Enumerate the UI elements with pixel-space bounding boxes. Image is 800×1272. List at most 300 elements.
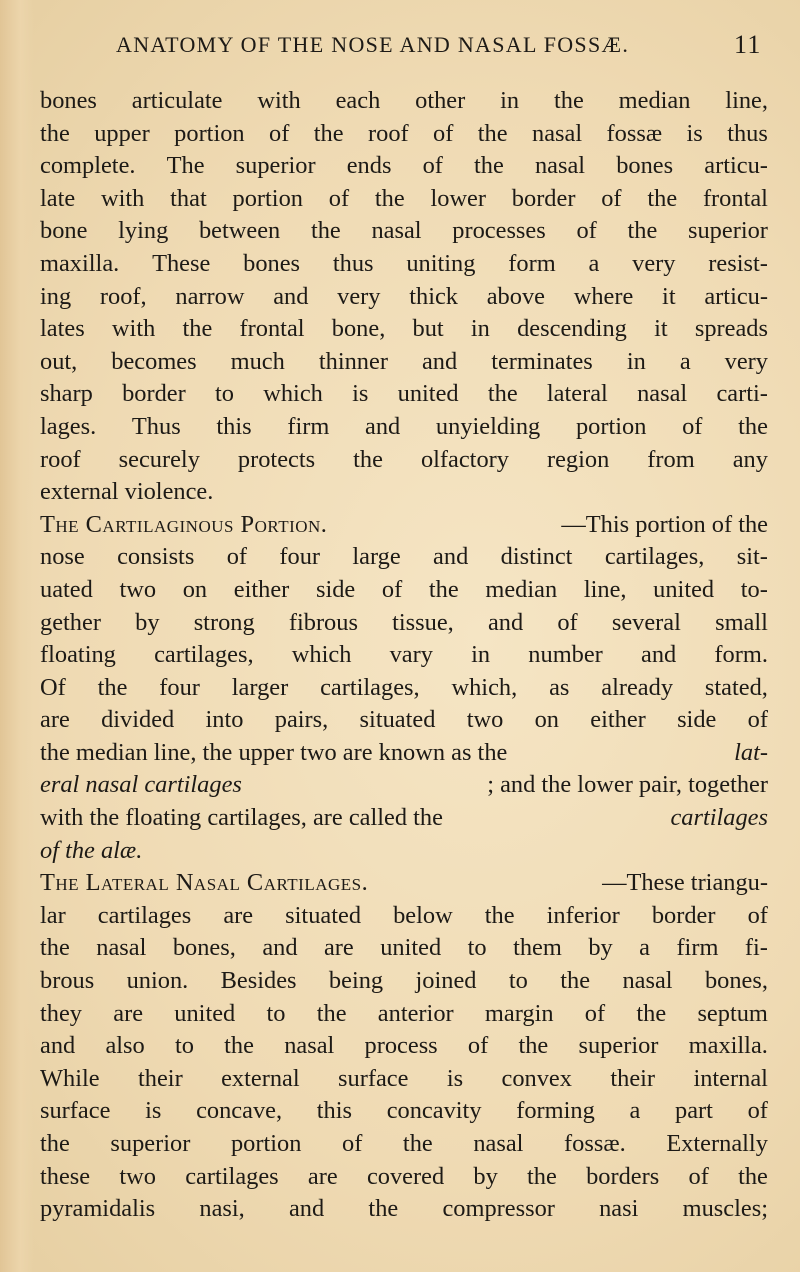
word: very xyxy=(632,249,676,277)
word: of xyxy=(747,1097,768,1125)
text-line xyxy=(40,411,768,444)
word: borders xyxy=(586,1162,660,1190)
section-heading-line xyxy=(40,509,768,542)
word: the xyxy=(97,673,128,701)
word: and xyxy=(288,1195,325,1223)
word: surface xyxy=(338,1064,409,1092)
line-text xyxy=(40,248,768,281)
word: situated xyxy=(359,706,436,734)
word: maxilla. xyxy=(688,1032,768,1060)
word: pyramidalis xyxy=(40,1195,156,1223)
word: with xyxy=(101,184,145,212)
word: nasal xyxy=(534,152,586,180)
word: of xyxy=(557,608,578,636)
word: nasal xyxy=(637,380,688,408)
word: between xyxy=(198,217,281,245)
word: lying xyxy=(118,217,169,245)
italic-term: eral nasal cartilages xyxy=(40,771,242,799)
text-line xyxy=(40,444,768,477)
word: cartilages xyxy=(97,901,192,929)
text-line xyxy=(40,1063,768,1096)
word: bones, xyxy=(704,967,768,995)
word: of xyxy=(747,901,768,929)
word: united xyxy=(397,380,459,408)
word: processes xyxy=(452,217,546,245)
word: the xyxy=(636,999,667,1027)
word: the xyxy=(428,575,459,603)
word: descending xyxy=(517,315,627,343)
word: sharp xyxy=(40,380,93,408)
word: the xyxy=(40,1130,70,1157)
word: a xyxy=(679,347,691,375)
word: articu- xyxy=(704,282,768,310)
line-text xyxy=(40,313,768,346)
page-gutter-shadow xyxy=(0,0,34,1272)
word: very xyxy=(724,347,768,375)
word: gether xyxy=(40,608,101,636)
text-line xyxy=(40,281,768,314)
word: securely xyxy=(118,445,200,473)
line-text: external violence. xyxy=(40,478,214,506)
line-text xyxy=(40,1128,768,1161)
word: late xyxy=(40,184,76,212)
word: from xyxy=(647,445,695,473)
word: side xyxy=(315,575,356,603)
word: and xyxy=(641,641,677,669)
text-line xyxy=(40,574,768,607)
line-text xyxy=(40,150,768,183)
word: larger xyxy=(231,673,289,701)
word: floating xyxy=(40,641,116,669)
word: bone, xyxy=(331,315,386,343)
italic-term: lat- xyxy=(734,738,768,766)
word: external xyxy=(221,1064,300,1092)
word: fi- xyxy=(744,934,768,962)
word: and xyxy=(421,347,458,375)
word: nasal xyxy=(96,934,147,962)
text-line xyxy=(40,769,768,802)
word: a xyxy=(639,934,650,962)
word: region xyxy=(546,445,610,473)
word: of xyxy=(747,706,768,734)
line-text: ; and the lower pair, together xyxy=(487,771,768,799)
text-line xyxy=(40,541,768,574)
word: line, xyxy=(725,87,768,114)
word: maxilla. xyxy=(40,249,120,277)
word: but xyxy=(412,315,444,343)
text-line xyxy=(40,313,768,346)
word: fossæ xyxy=(606,119,663,147)
word: the xyxy=(40,119,70,147)
word: this xyxy=(216,412,252,440)
word: unyielding xyxy=(435,412,541,440)
word: two xyxy=(119,1162,156,1190)
word: and xyxy=(487,608,524,636)
word: nose xyxy=(40,543,85,571)
word: nasal xyxy=(532,119,583,147)
word: the xyxy=(560,967,591,995)
word: olfactory xyxy=(420,445,509,473)
word: nasal xyxy=(284,1032,335,1060)
word: of xyxy=(381,575,403,603)
word: they xyxy=(40,999,82,1027)
word: these xyxy=(40,1162,91,1190)
word: distinct xyxy=(500,543,573,571)
line-text xyxy=(40,1063,768,1096)
word: the xyxy=(374,184,405,212)
word: are xyxy=(113,999,144,1027)
word: articu- xyxy=(704,152,768,180)
word: line, xyxy=(583,575,627,603)
word: complete. xyxy=(40,152,136,180)
word: border xyxy=(511,184,576,212)
word: and xyxy=(365,412,401,440)
italic-term: of the alæ. xyxy=(40,836,143,864)
word: While xyxy=(40,1064,100,1092)
word: bones xyxy=(40,87,97,114)
word: Of xyxy=(40,673,66,701)
word: portion xyxy=(575,412,647,440)
word: and xyxy=(433,543,469,571)
word: tissue, xyxy=(392,608,454,636)
word: by xyxy=(135,608,160,636)
word: cartilages, xyxy=(604,543,705,571)
word: to xyxy=(266,999,286,1027)
text-line xyxy=(40,1193,768,1226)
line-text xyxy=(40,118,768,151)
word: bones xyxy=(243,249,301,277)
word: united xyxy=(174,999,236,1027)
word: lower xyxy=(430,184,487,212)
word: divided xyxy=(101,706,175,734)
word: of xyxy=(226,543,248,571)
word: the xyxy=(313,119,344,147)
word: nasal xyxy=(473,1130,524,1157)
text-line xyxy=(40,737,768,770)
word: roof xyxy=(368,119,409,147)
word: in xyxy=(471,641,491,669)
word: of xyxy=(688,1162,709,1190)
word: These xyxy=(152,249,211,277)
word: bone xyxy=(40,217,88,245)
word: roof xyxy=(40,445,81,473)
word: is xyxy=(145,1097,162,1125)
line-text xyxy=(40,1161,768,1194)
word: to xyxy=(215,380,234,408)
word: a xyxy=(629,1097,641,1125)
word: the xyxy=(738,1162,768,1190)
word: either xyxy=(233,575,290,603)
word: septum xyxy=(697,999,768,1027)
word: united xyxy=(653,575,715,603)
word: as xyxy=(549,673,570,701)
running-head: ANATOMY OF THE NOSE AND NASAL FOSSÆ. xyxy=(116,32,630,57)
word: border xyxy=(651,901,716,929)
line-text xyxy=(40,215,768,248)
word: cartilages, xyxy=(320,673,420,701)
word: thinner xyxy=(318,347,388,375)
word: of xyxy=(584,999,606,1027)
word: roof, xyxy=(99,282,147,310)
text-line xyxy=(40,118,768,151)
text-line xyxy=(40,704,768,737)
text-line xyxy=(40,998,768,1031)
word: anterior xyxy=(377,999,454,1027)
section-heading-line xyxy=(40,867,768,900)
word: terminates xyxy=(491,347,593,375)
word: lateral xyxy=(546,380,608,408)
word: portion xyxy=(230,1130,302,1157)
word: the xyxy=(40,934,70,962)
word: four xyxy=(279,543,321,571)
line-text xyxy=(40,1095,768,1128)
text-line xyxy=(40,1161,768,1194)
word: form xyxy=(508,249,556,277)
word: portion xyxy=(174,119,245,147)
word: into xyxy=(205,706,244,734)
word: by xyxy=(588,934,613,962)
word: the xyxy=(738,412,768,440)
word: thus xyxy=(727,119,768,147)
word: either xyxy=(590,706,646,734)
word: union. xyxy=(126,967,189,995)
line-text xyxy=(40,346,768,379)
line-text xyxy=(40,704,768,737)
word: in xyxy=(470,315,490,343)
word: the xyxy=(477,119,508,147)
word: much xyxy=(230,347,285,375)
word: which xyxy=(263,380,323,408)
word: ing xyxy=(40,282,72,310)
word: with xyxy=(111,315,156,343)
word: the xyxy=(647,184,678,212)
word: frontal xyxy=(702,184,768,212)
word: thick xyxy=(409,282,458,310)
word: concave, xyxy=(196,1097,283,1125)
word: also xyxy=(105,1032,145,1060)
word: the xyxy=(402,1130,433,1157)
word: is xyxy=(446,1064,464,1092)
page-number: 11 xyxy=(734,30,762,59)
line-text xyxy=(40,444,768,477)
text-line xyxy=(40,476,768,509)
word: on xyxy=(534,706,559,734)
word: bones, xyxy=(172,934,236,962)
word: where xyxy=(573,282,634,310)
word: the xyxy=(627,217,658,245)
text-line xyxy=(40,248,768,281)
word: nasal xyxy=(371,217,422,245)
word: inferior xyxy=(546,901,620,929)
word: nasal xyxy=(622,967,673,995)
line-text xyxy=(40,183,768,216)
word: is xyxy=(352,380,369,408)
page-header xyxy=(0,32,800,64)
word: of xyxy=(682,412,703,440)
word: lar xyxy=(40,901,66,929)
word: of xyxy=(601,184,622,212)
word: small xyxy=(715,608,768,636)
word: four xyxy=(159,673,200,701)
word: are xyxy=(323,934,354,962)
word: to xyxy=(174,1032,194,1060)
text-line xyxy=(40,932,768,965)
word: their xyxy=(610,1064,656,1092)
word: nasi, xyxy=(199,1195,245,1223)
word: is xyxy=(686,119,703,147)
word: and xyxy=(273,282,309,310)
word: superior xyxy=(688,217,768,245)
text-line xyxy=(40,1095,768,1128)
line-text: —These triangu- xyxy=(602,869,768,897)
section-heading: The Lateral Nasal Cartilages. xyxy=(40,869,369,897)
word: and xyxy=(40,1032,76,1060)
word: narrow xyxy=(175,282,245,310)
word: uated xyxy=(40,575,93,603)
word: firm xyxy=(676,934,719,962)
word: on xyxy=(182,575,208,603)
word: side xyxy=(677,706,717,734)
line-text xyxy=(40,1030,768,1063)
text-line xyxy=(40,215,768,248)
word: their xyxy=(138,1064,183,1092)
word: the xyxy=(487,380,518,408)
word: Besides xyxy=(220,967,297,995)
word: stated, xyxy=(704,673,768,701)
word: becomes xyxy=(111,347,197,375)
word: convex xyxy=(501,1064,572,1092)
line-text xyxy=(40,639,768,672)
word: to xyxy=(467,934,487,962)
text-line xyxy=(40,607,768,640)
word: are xyxy=(307,1162,338,1190)
word: superior xyxy=(110,1130,191,1157)
word: in xyxy=(626,347,646,375)
word: to- xyxy=(740,575,768,603)
word: portion xyxy=(232,184,303,212)
line-text xyxy=(40,932,768,965)
line-text xyxy=(40,607,768,640)
word: are xyxy=(40,706,70,734)
word: to xyxy=(508,967,528,995)
word: fibrous xyxy=(288,608,358,636)
word: median xyxy=(618,87,691,114)
word: united xyxy=(380,934,442,962)
line-text xyxy=(40,900,768,933)
word: the xyxy=(310,217,341,245)
word: margin xyxy=(484,999,554,1027)
line-text xyxy=(40,85,768,118)
word: thus xyxy=(332,249,374,277)
word: carti- xyxy=(716,380,768,408)
word: very xyxy=(337,282,381,310)
word: the xyxy=(474,152,504,180)
word: this xyxy=(316,1097,353,1125)
word: strong xyxy=(193,608,255,636)
word: bones xyxy=(616,152,674,180)
line-text xyxy=(40,672,768,705)
line-text xyxy=(40,1193,768,1226)
line-text xyxy=(40,281,768,314)
word: the xyxy=(518,1032,549,1060)
word: cartilages xyxy=(185,1162,279,1190)
section-heading: The Cartilaginous Portion. xyxy=(40,510,328,538)
line-text xyxy=(40,998,768,1031)
line-text xyxy=(40,411,768,444)
word: firm xyxy=(287,412,330,440)
word: vary xyxy=(389,641,433,669)
word: which, xyxy=(451,673,518,701)
line-text xyxy=(40,965,768,998)
word: which xyxy=(291,641,352,669)
word: superior xyxy=(578,1032,659,1060)
word: being xyxy=(328,967,384,995)
word: concavity xyxy=(386,1097,482,1125)
italic-term: cartilages xyxy=(670,804,768,832)
word: frontal xyxy=(239,315,305,343)
word: of xyxy=(576,217,597,245)
word: protects xyxy=(237,445,316,473)
text-line xyxy=(40,85,768,118)
word: lates xyxy=(40,315,85,343)
word: number xyxy=(528,641,603,669)
word: and xyxy=(262,934,298,962)
line-text: with the floating cartilages, are called the xyxy=(40,804,443,832)
word: compressor xyxy=(442,1195,555,1223)
word: the xyxy=(527,1162,557,1190)
word: cartilages, xyxy=(154,641,254,669)
text-line xyxy=(40,672,768,705)
word: surface xyxy=(40,1097,111,1125)
word: muscles; xyxy=(682,1195,768,1223)
text-line xyxy=(40,346,768,379)
word: joined xyxy=(415,967,477,995)
word: median xyxy=(485,575,558,603)
word: two xyxy=(466,706,504,734)
word: the xyxy=(316,999,347,1027)
word: of xyxy=(422,152,443,180)
word: uniting xyxy=(406,249,476,277)
line-text xyxy=(40,378,768,411)
word: nasi xyxy=(599,1195,639,1223)
word: Thus xyxy=(131,412,181,440)
word: the xyxy=(368,1195,399,1223)
word: Externally xyxy=(666,1130,768,1157)
word: brous xyxy=(40,967,95,995)
body-text xyxy=(40,85,768,1226)
word: of xyxy=(269,119,290,147)
text-line xyxy=(40,150,768,183)
word: upper xyxy=(94,119,150,147)
word: pairs, xyxy=(274,706,329,734)
word: border xyxy=(122,380,186,408)
word: a xyxy=(588,249,600,277)
text-line xyxy=(40,639,768,672)
word: it xyxy=(662,282,676,310)
word: the xyxy=(484,901,515,929)
word: above xyxy=(486,282,545,310)
word: situated xyxy=(285,901,362,929)
word: in xyxy=(500,87,520,114)
word: spreads xyxy=(694,315,768,343)
word: forming xyxy=(516,1097,595,1125)
word: that xyxy=(170,184,207,212)
word: process xyxy=(364,1032,438,1060)
word: consists xyxy=(117,543,195,571)
word: it xyxy=(654,315,668,343)
word: the xyxy=(553,87,584,114)
word: covered xyxy=(366,1162,445,1190)
